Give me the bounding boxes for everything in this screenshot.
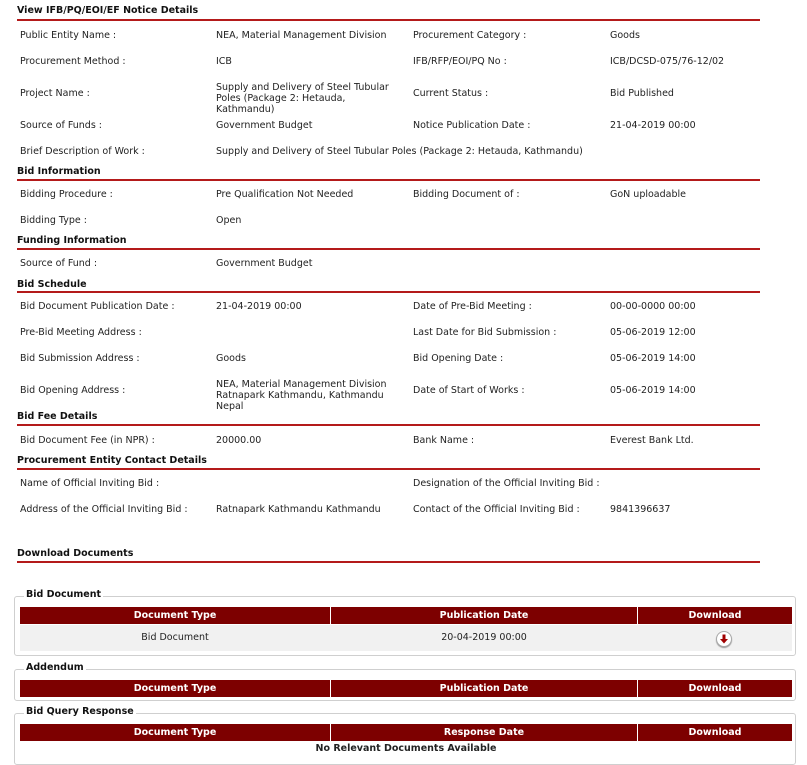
addendum-panel (14, 662, 796, 701)
info-row (20, 258, 760, 272)
info-row (20, 379, 760, 412)
bid-document-panel (14, 589, 796, 656)
field-value: Ratnapark Kathmandu Kathmandu (216, 504, 381, 515)
field-value: Government Budget (216, 258, 313, 269)
column-header-document-type: Document Type (20, 680, 331, 697)
info-row (20, 120, 760, 134)
field-value: Supply and Delivery of Steel Tubular Poles (Package 2: Hetauda, Kathmandu) (216, 82, 389, 115)
field-value: 05-06-2019 14:00 (610, 353, 696, 364)
info-row (20, 56, 760, 70)
info-row (20, 435, 760, 449)
field-label: Bid Document Publication Date : (20, 301, 175, 312)
info-row (20, 301, 760, 315)
info-row (20, 82, 760, 115)
field-label: Project Name : (20, 88, 90, 99)
bid-query-response-panel (14, 706, 796, 765)
table-header (20, 724, 792, 741)
field-value: 20000.00 (216, 435, 262, 446)
field-label: Source of Funds : (20, 120, 103, 131)
column-header-download: Download (688, 610, 742, 621)
table-row (20, 625, 792, 651)
field-label: Brief Description of Work : (20, 146, 145, 157)
info-row (20, 30, 760, 44)
document-type-cell: Bid Document (141, 632, 209, 643)
section-divider (17, 424, 760, 426)
section-divider (17, 291, 760, 293)
section-title: Bid Fee Details (17, 411, 98, 422)
empty-state-message: No Relevant Documents Available (20, 742, 792, 756)
field-label: Bidding Type : (20, 215, 87, 226)
column-header-download: Download (688, 727, 742, 738)
section-divider (17, 19, 760, 21)
info-row (20, 215, 760, 229)
panel-legend: Bid Document (26, 589, 102, 600)
column-header-publication-date: Publication Date (331, 607, 638, 624)
info-row (20, 353, 760, 367)
field-label: Contact of the Official Inviting Bid : (413, 504, 580, 515)
field-value: NEA, Material Management Division Ratnapark Kathmandu, Kathmandu Nepal (216, 379, 387, 412)
field-label: Bidding Document of : (413, 189, 520, 200)
field-label: Designation of the Official Inviting Bid : (413, 478, 600, 489)
section-title: View IFB/PQ/EOI/EF Notice Details (17, 5, 199, 16)
info-row (20, 327, 760, 341)
field-label: Bid Submission Address : (20, 353, 140, 364)
section-divider (17, 179, 760, 181)
field-value: Pre Qualification Not Needed (216, 189, 354, 200)
column-header-response-date: Response Date (331, 724, 638, 741)
field-label: Bank Name : (413, 435, 475, 446)
table-header (20, 607, 792, 624)
info-row (20, 189, 760, 203)
field-value: Goods (216, 353, 246, 364)
section-title: Bid Information (17, 166, 101, 177)
field-label: Name of Official Inviting Bid : (20, 478, 160, 489)
download-arrow-icon[interactable] (716, 631, 732, 647)
column-header-document-type: Document Type (20, 724, 331, 741)
field-value: 21-04-2019 00:00 (610, 120, 696, 131)
info-row (20, 478, 760, 492)
field-label: Current Status : (413, 88, 489, 99)
field-value: 9841396637 (610, 504, 671, 515)
field-value: GoN uploadable (610, 189, 686, 200)
field-value: Everest Bank Ltd. (610, 435, 694, 446)
field-value: ICB (216, 56, 232, 67)
column-header-publication-date: Publication Date (331, 680, 638, 697)
field-value: 21-04-2019 00:00 (216, 301, 302, 312)
column-header-document-type: Document Type (20, 607, 331, 624)
field-label: Date of Pre-Bid Meeting : (413, 301, 532, 312)
section-title: Funding Information (17, 235, 127, 246)
table-header (20, 680, 792, 697)
field-value: Goods (610, 30, 640, 41)
section-divider (17, 248, 760, 250)
field-label: Bidding Procedure : (20, 189, 113, 200)
field-value: ICB/DCSD-075/76-12/02 (610, 56, 725, 67)
section-title: Procurement Entity Contact Details (17, 455, 207, 466)
field-value: Supply and Delivery of Steel Tubular Poles (Package 2: Hetauda, Kathmandu) (216, 146, 583, 157)
info-row (20, 504, 760, 518)
section-title: Bid Schedule (17, 279, 87, 290)
field-label: Public Entity Name : (20, 30, 117, 41)
panel-legend: Bid Query Response (26, 706, 134, 717)
field-value: NEA, Material Management Division (216, 30, 387, 41)
field-label: Bid Opening Address : (20, 385, 126, 396)
field-value: 00-00-0000 00:00 (610, 301, 696, 312)
field-label: Last Date for Bid Submission : (413, 327, 557, 338)
field-value: Government Budget (216, 120, 313, 131)
panel-legend: Addendum (26, 662, 84, 673)
field-label: Bid Opening Date : (413, 353, 504, 364)
field-label: Bid Document Fee (in NPR) : (20, 435, 155, 446)
field-label: Pre-Bid Meeting Address : (20, 327, 142, 338)
field-label: Procurement Category : (413, 30, 527, 41)
field-label: Date of Start of Works : (413, 385, 525, 396)
info-row (20, 146, 760, 160)
field-label: Procurement Method : (20, 56, 126, 67)
field-value: 05-06-2019 14:00 (610, 385, 696, 396)
field-value: 05-06-2019 12:00 (610, 327, 696, 338)
field-value: Open (216, 215, 242, 226)
field-label: Notice Publication Date : (413, 120, 531, 131)
field-label: IFB/RFP/EOI/PQ No : (413, 56, 507, 67)
section-title: Download Documents (17, 548, 134, 559)
column-header-download: Download (688, 683, 742, 694)
section-divider (17, 468, 760, 470)
publication-date-cell: 20-04-2019 00:00 (441, 632, 527, 643)
section-divider (17, 561, 760, 563)
field-label: Address of the Official Inviting Bid : (20, 504, 188, 515)
field-label: Source of Fund : (20, 258, 98, 269)
field-value: Bid Published (610, 88, 674, 99)
